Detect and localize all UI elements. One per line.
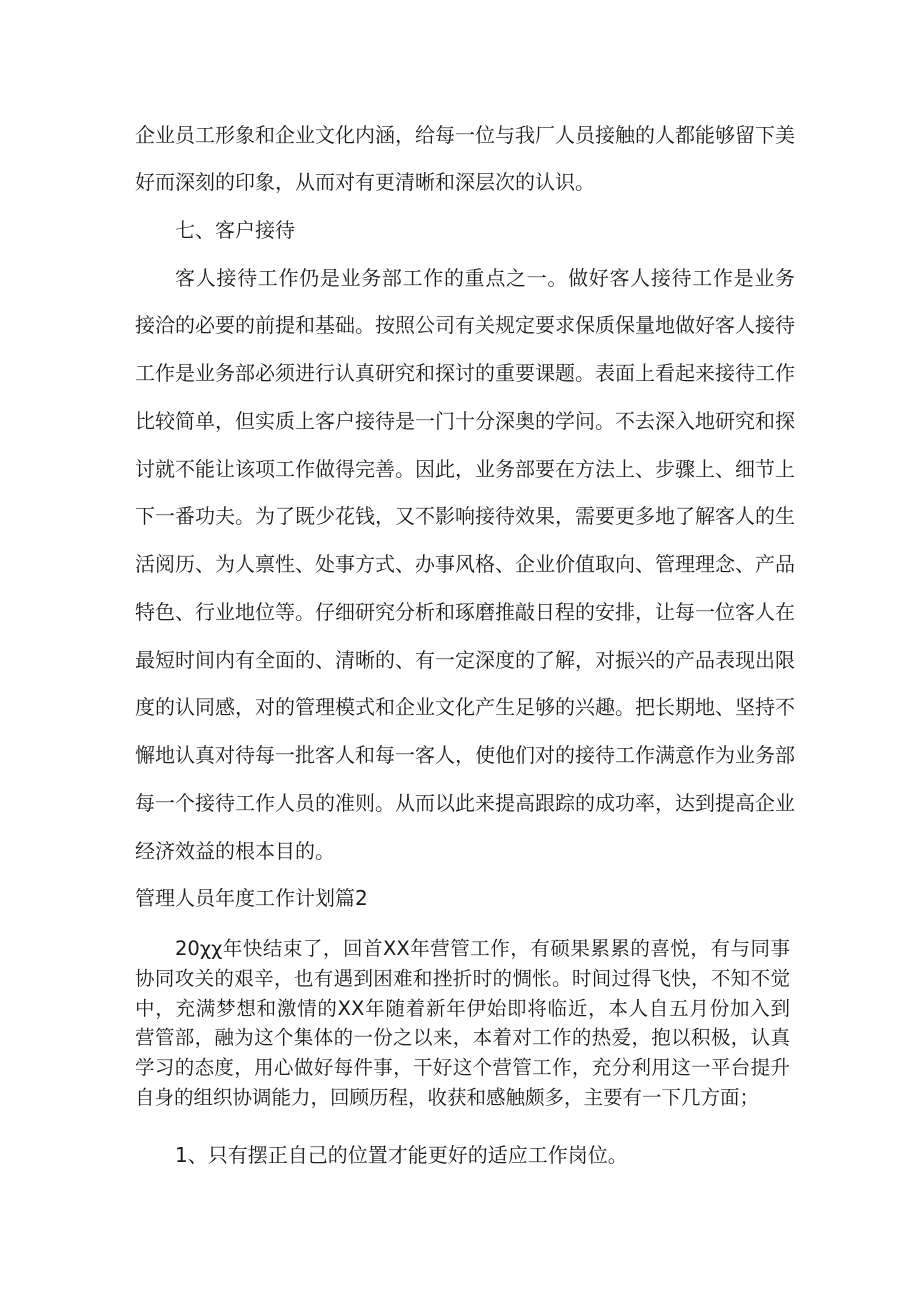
paragraph-line: 学习的态度，用心做好每件事，干好这个营管工作，充分利用这一平台提升 bbox=[135, 1056, 790, 1079]
paragraph-line: 经济效益的根本目的。 bbox=[135, 839, 335, 863]
paragraph-line: 中，充满梦想和激情的XX年随着新年伊始即将临近，本人自五月份加入到 bbox=[135, 997, 790, 1020]
paragraph-line: 自身的组织协调能力，回顾历程，收获和感触颇多，主要有一下几方面； bbox=[135, 1086, 760, 1109]
paragraph-line: 企业员工形象和企业文化内涵，给每一位与我厂人员接触的人都能够留下美 bbox=[135, 123, 795, 147]
paragraph-line: 最短时间内有全面的、清晰的、有一定深度的了解，对振兴的产品表现出限 bbox=[135, 648, 795, 672]
paragraph-line: 好而深刻的印象，从而对有更清晰和深层次的认识。 bbox=[135, 170, 595, 194]
paragraph-line: 度的认同感，对的管理模式和企业文化产生足够的兴趣。把长期地、坚持不 bbox=[135, 695, 795, 719]
paragraph-line: 比较简单，但实质上客户接待是一门十分深奥的学问。不去深入地研究和探 bbox=[135, 409, 795, 433]
article-title: 管理人员年度工作计划篇2 bbox=[135, 886, 368, 910]
paragraph-line: 特色、行业地位等。仔细研究分析和琢磨推敲日程的安排，让每一位客人在 bbox=[135, 600, 795, 624]
paragraph-line: 营管部，融为这个集体的一份之以来，本着对工作的热爱，抱以积极，认真 bbox=[135, 1026, 790, 1049]
paragraph-line: 活阅历、为人禀性、处事方式、办事风格、企业价值取向、管理理念、产品 bbox=[135, 552, 795, 576]
paragraph-line: 协同攻关的艰辛，也有遇到困难和挫折时的惆怅。时间过得飞快，不知不觉 bbox=[135, 967, 790, 990]
paragraph-line: 讨就不能让该项工作做得完善。因此，业务部要在方法上、步骤上、细节上 bbox=[135, 457, 795, 481]
list-item: 1、只有摆正自己的位置才能更好的适应工作岗位。 bbox=[175, 1143, 628, 1167]
paragraph-line: 客人接待工作仍是业务部工作的重点之一。做好客人接待工作是业务 bbox=[175, 266, 795, 290]
paragraph-line: 接洽的必要的前提和基础。按照公司有关规定要求保质保量地做好客人接待 bbox=[135, 313, 795, 337]
paragraph-line: 每一个接待工作人员的准则。从而以此来提高跟踪的成功率，达到提高企业 bbox=[135, 791, 795, 815]
paragraph-line: 20χχ年快结束了，回首XX年营管工作，有硕果累累的喜悦，有与同事 bbox=[175, 937, 790, 960]
paragraph-line: 工作是业务部必须进行认真研究和探讨的重要课题。表面上看起来接待工作 bbox=[135, 361, 795, 385]
section-heading: 七、客户接待 bbox=[175, 218, 295, 242]
paragraph-line: 下一番功夫。为了既少花钱，又不影响接待效果，需要更多地了解客人的生 bbox=[135, 504, 795, 528]
paragraph-line: 懈地认真对待每一批客人和每一客人，使他们对的接待工作满意作为业务部 bbox=[135, 743, 795, 767]
